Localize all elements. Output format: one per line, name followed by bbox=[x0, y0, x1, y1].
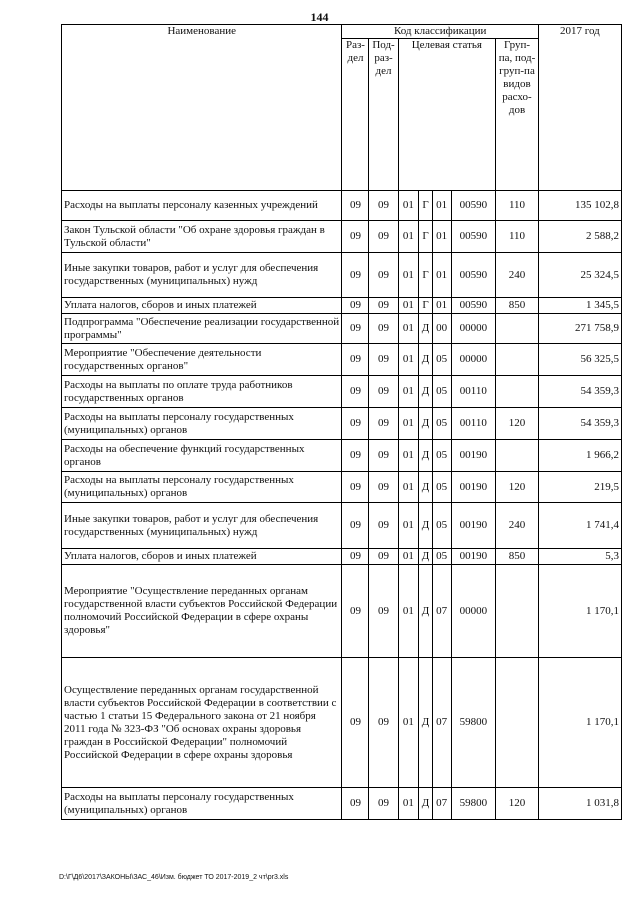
table-row bbox=[62, 221, 622, 253]
row-subsection: 09 bbox=[369, 376, 398, 408]
row-subsection: 09 bbox=[369, 298, 398, 314]
row-subprogram-code: Г bbox=[419, 191, 433, 221]
row-program-code: 01 bbox=[398, 472, 419, 503]
row-event-code: 05 bbox=[432, 549, 451, 565]
row-name: Иные закупки товаров, работ и услуг для обеспечения государственных (муниципальных) нужд bbox=[62, 253, 342, 298]
table-row bbox=[62, 503, 622, 549]
row-event-code: 01 bbox=[432, 298, 451, 314]
row-name: Расходы на выплаты персоналу государственных (муниципальных) органов bbox=[62, 408, 342, 440]
row-amount: 1 966,2 bbox=[538, 440, 621, 472]
row-event-code: 01 bbox=[432, 221, 451, 253]
row-amount: 1 170,1 bbox=[538, 565, 621, 658]
row-subsection: 09 bbox=[369, 191, 398, 221]
row-expense-group bbox=[496, 344, 539, 376]
row-section: 09 bbox=[342, 253, 369, 298]
row-amount: 271 758,9 bbox=[538, 314, 621, 344]
row-expense-group: 120 bbox=[496, 472, 539, 503]
row-expense-group: 240 bbox=[496, 253, 539, 298]
table-row bbox=[62, 191, 622, 221]
row-subprogram-code: Г bbox=[419, 253, 433, 298]
row-subsection: 09 bbox=[369, 253, 398, 298]
row-event-code: 07 bbox=[432, 658, 451, 788]
row-direction-code: 00110 bbox=[451, 408, 496, 440]
row-event-code: 00 bbox=[432, 314, 451, 344]
table-row bbox=[62, 253, 622, 298]
row-name: Подпрограмма "Обеспечение реализации государственной программы" bbox=[62, 314, 342, 344]
row-expense-group bbox=[496, 658, 539, 788]
row-name: Осуществление переданных органам государственной власти субъектов Российской Федерации в соответствии с частью 1 статьи 15 Федерального закона от 21 ноября 2011 года № 323-ФЗ "Об основах охраны здоровья граждан в Российской Федерации" полномочий Российской Федерации в сфере охраны здоровья bbox=[62, 658, 342, 788]
row-program-code: 01 bbox=[398, 298, 419, 314]
row-name: Закон Тульской области "Об охране здоровья граждан в Тульской области" bbox=[62, 221, 342, 253]
header-year: 2017 год bbox=[538, 25, 621, 191]
row-direction-code: 00110 bbox=[451, 376, 496, 408]
row-subsection: 09 bbox=[369, 344, 398, 376]
table-row bbox=[62, 565, 622, 658]
row-direction-code: 00000 bbox=[451, 565, 496, 658]
row-name: Уплата налогов, сборов и иных платежей bbox=[62, 549, 342, 565]
row-expense-group: 110 bbox=[496, 221, 539, 253]
row-expense-group: 120 bbox=[496, 788, 539, 820]
row-name: Расходы на выплаты персоналу государственных (муниципальных) органов bbox=[62, 472, 342, 503]
row-event-code: 07 bbox=[432, 788, 451, 820]
row-subsection: 09 bbox=[369, 440, 398, 472]
row-section: 09 bbox=[342, 440, 369, 472]
row-event-code: 05 bbox=[432, 344, 451, 376]
row-program-code: 01 bbox=[398, 788, 419, 820]
row-section: 09 bbox=[342, 221, 369, 253]
table-row bbox=[62, 549, 622, 565]
table-row bbox=[62, 408, 622, 440]
row-direction-code: 00590 bbox=[451, 191, 496, 221]
table-row bbox=[62, 376, 622, 408]
row-program-code: 01 bbox=[398, 376, 419, 408]
row-direction-code: 00590 bbox=[451, 253, 496, 298]
row-direction-code: 00190 bbox=[451, 503, 496, 549]
header-classification-code: Код классификации bbox=[342, 25, 538, 39]
row-direction-code: 00190 bbox=[451, 440, 496, 472]
row-section: 09 bbox=[342, 658, 369, 788]
row-subprogram-code: Д bbox=[419, 549, 433, 565]
row-expense-group bbox=[496, 440, 539, 472]
header-section: Раз-дел bbox=[342, 39, 369, 191]
row-subsection: 09 bbox=[369, 788, 398, 820]
row-event-code: 05 bbox=[432, 440, 451, 472]
row-direction-code: 59800 bbox=[451, 788, 496, 820]
row-event-code: 05 bbox=[432, 408, 451, 440]
row-program-code: 01 bbox=[398, 221, 419, 253]
row-event-code: 01 bbox=[432, 253, 451, 298]
row-subprogram-code: Д bbox=[419, 440, 433, 472]
row-program-code: 01 bbox=[398, 440, 419, 472]
row-event-code: 05 bbox=[432, 376, 451, 408]
header-subsection: Под-раз-дел bbox=[369, 39, 398, 191]
row-program-code: 01 bbox=[398, 191, 419, 221]
budget-rows bbox=[62, 191, 622, 820]
page-number: 144 bbox=[310, 10, 329, 24]
row-amount: 5,3 bbox=[538, 549, 621, 565]
row-program-code: 01 bbox=[398, 344, 419, 376]
row-subsection: 09 bbox=[369, 221, 398, 253]
row-program-code: 01 bbox=[398, 503, 419, 549]
row-event-code: 07 bbox=[432, 565, 451, 658]
table-row bbox=[62, 298, 622, 314]
row-subprogram-code: Г bbox=[419, 298, 433, 314]
row-amount: 1 031,8 bbox=[538, 788, 621, 820]
row-expense-group: 850 bbox=[496, 298, 539, 314]
row-subsection: 09 bbox=[369, 503, 398, 549]
row-subprogram-code: Д bbox=[419, 503, 433, 549]
row-subsection: 09 bbox=[369, 549, 398, 565]
row-amount: 135 102,8 bbox=[538, 191, 621, 221]
file-path-footer: D:\Г\Д6\2017\ЗАКОНЫ\ЗАС_46\Изм. бюджет ТО 2017-2019_2 чт\pr3.xls bbox=[59, 874, 289, 881]
row-section: 09 bbox=[342, 298, 369, 314]
row-amount: 1 345,5 bbox=[538, 298, 621, 314]
row-subprogram-code: Д bbox=[419, 314, 433, 344]
row-expense-group bbox=[496, 565, 539, 658]
row-section: 09 bbox=[342, 314, 369, 344]
row-direction-code: 59800 bbox=[451, 658, 496, 788]
row-amount: 54 359,3 bbox=[538, 408, 621, 440]
row-subsection: 09 bbox=[369, 314, 398, 344]
row-subsection: 09 bbox=[369, 408, 398, 440]
row-name: Расходы на выплаты персоналу казенных учреждений bbox=[62, 191, 342, 221]
row-subprogram-code: Г bbox=[419, 221, 433, 253]
row-amount: 56 325,5 bbox=[538, 344, 621, 376]
row-subprogram-code: Д bbox=[419, 658, 433, 788]
row-direction-code: 00000 bbox=[451, 344, 496, 376]
row-expense-group: 240 bbox=[496, 503, 539, 549]
row-event-code: 01 bbox=[432, 191, 451, 221]
table-row bbox=[62, 658, 622, 788]
row-subprogram-code: Д bbox=[419, 788, 433, 820]
header-expense-group: Груп-па, под-груп-па видов расхо-дов bbox=[496, 39, 539, 191]
row-section: 09 bbox=[342, 503, 369, 549]
row-name: Расходы на обеспечение функций государственных органов bbox=[62, 440, 342, 472]
row-program-code: 01 bbox=[398, 408, 419, 440]
row-name: Мероприятие "Обеспечение деятельности государственных органов" bbox=[62, 344, 342, 376]
row-expense-group: 850 bbox=[496, 549, 539, 565]
row-subprogram-code: Д bbox=[419, 344, 433, 376]
row-program-code: 01 bbox=[398, 314, 419, 344]
row-name: Уплата налогов, сборов и иных платежей bbox=[62, 298, 342, 314]
row-subsection: 09 bbox=[369, 658, 398, 788]
row-section: 09 bbox=[342, 549, 369, 565]
row-amount: 54 359,3 bbox=[538, 376, 621, 408]
row-section: 09 bbox=[342, 191, 369, 221]
row-program-code: 01 bbox=[398, 549, 419, 565]
row-section: 09 bbox=[342, 788, 369, 820]
row-direction-code: 00590 bbox=[451, 221, 496, 253]
row-name: Иные закупки товаров, работ и услуг для обеспечения государственных (муниципальных) нужд bbox=[62, 503, 342, 549]
row-section: 09 bbox=[342, 565, 369, 658]
header-name: Наименование bbox=[62, 25, 342, 191]
row-expense-group: 120 bbox=[496, 408, 539, 440]
table-row bbox=[62, 440, 622, 472]
row-expense-group bbox=[496, 314, 539, 344]
row-subprogram-code: Д bbox=[419, 376, 433, 408]
row-section: 09 bbox=[342, 408, 369, 440]
row-name: Расходы на выплаты персоналу государственных (муниципальных) органов bbox=[62, 788, 342, 820]
budget-table bbox=[61, 24, 622, 820]
row-subsection: 09 bbox=[369, 565, 398, 658]
row-direction-code: 00000 bbox=[451, 314, 496, 344]
row-direction-code: 00590 bbox=[451, 298, 496, 314]
row-expense-group: 110 bbox=[496, 191, 539, 221]
row-name: Расходы на выплаты по оплате труда работников государственных органов bbox=[62, 376, 342, 408]
row-subprogram-code: Д bbox=[419, 565, 433, 658]
row-amount: 1 741,4 bbox=[538, 503, 621, 549]
table-row bbox=[62, 314, 622, 344]
row-event-code: 05 bbox=[432, 503, 451, 549]
row-expense-group bbox=[496, 376, 539, 408]
row-section: 09 bbox=[342, 472, 369, 503]
table-row bbox=[62, 472, 622, 503]
row-direction-code: 00190 bbox=[451, 472, 496, 503]
row-event-code: 05 bbox=[432, 472, 451, 503]
row-program-code: 01 bbox=[398, 253, 419, 298]
row-amount: 2 588,2 bbox=[538, 221, 621, 253]
row-program-code: 01 bbox=[398, 565, 419, 658]
row-subsection: 09 bbox=[369, 472, 398, 503]
table-row bbox=[62, 344, 622, 376]
row-program-code: 01 bbox=[398, 658, 419, 788]
row-subprogram-code: Д bbox=[419, 408, 433, 440]
row-amount: 25 324,5 bbox=[538, 253, 621, 298]
header-target-article: Целевая статья bbox=[398, 39, 496, 191]
row-amount: 219,5 bbox=[538, 472, 621, 503]
row-subprogram-code: Д bbox=[419, 472, 433, 503]
row-amount: 1 170,1 bbox=[538, 658, 621, 788]
row-name: Мероприятие "Осуществление переданных органам государственной власти субъектов Российской Федерации полномочий Российской Федерации в сфере охраны здоровья" bbox=[62, 565, 342, 658]
row-section: 09 bbox=[342, 376, 369, 408]
row-direction-code: 00190 bbox=[451, 549, 496, 565]
table-row bbox=[62, 788, 622, 820]
row-section: 09 bbox=[342, 344, 369, 376]
